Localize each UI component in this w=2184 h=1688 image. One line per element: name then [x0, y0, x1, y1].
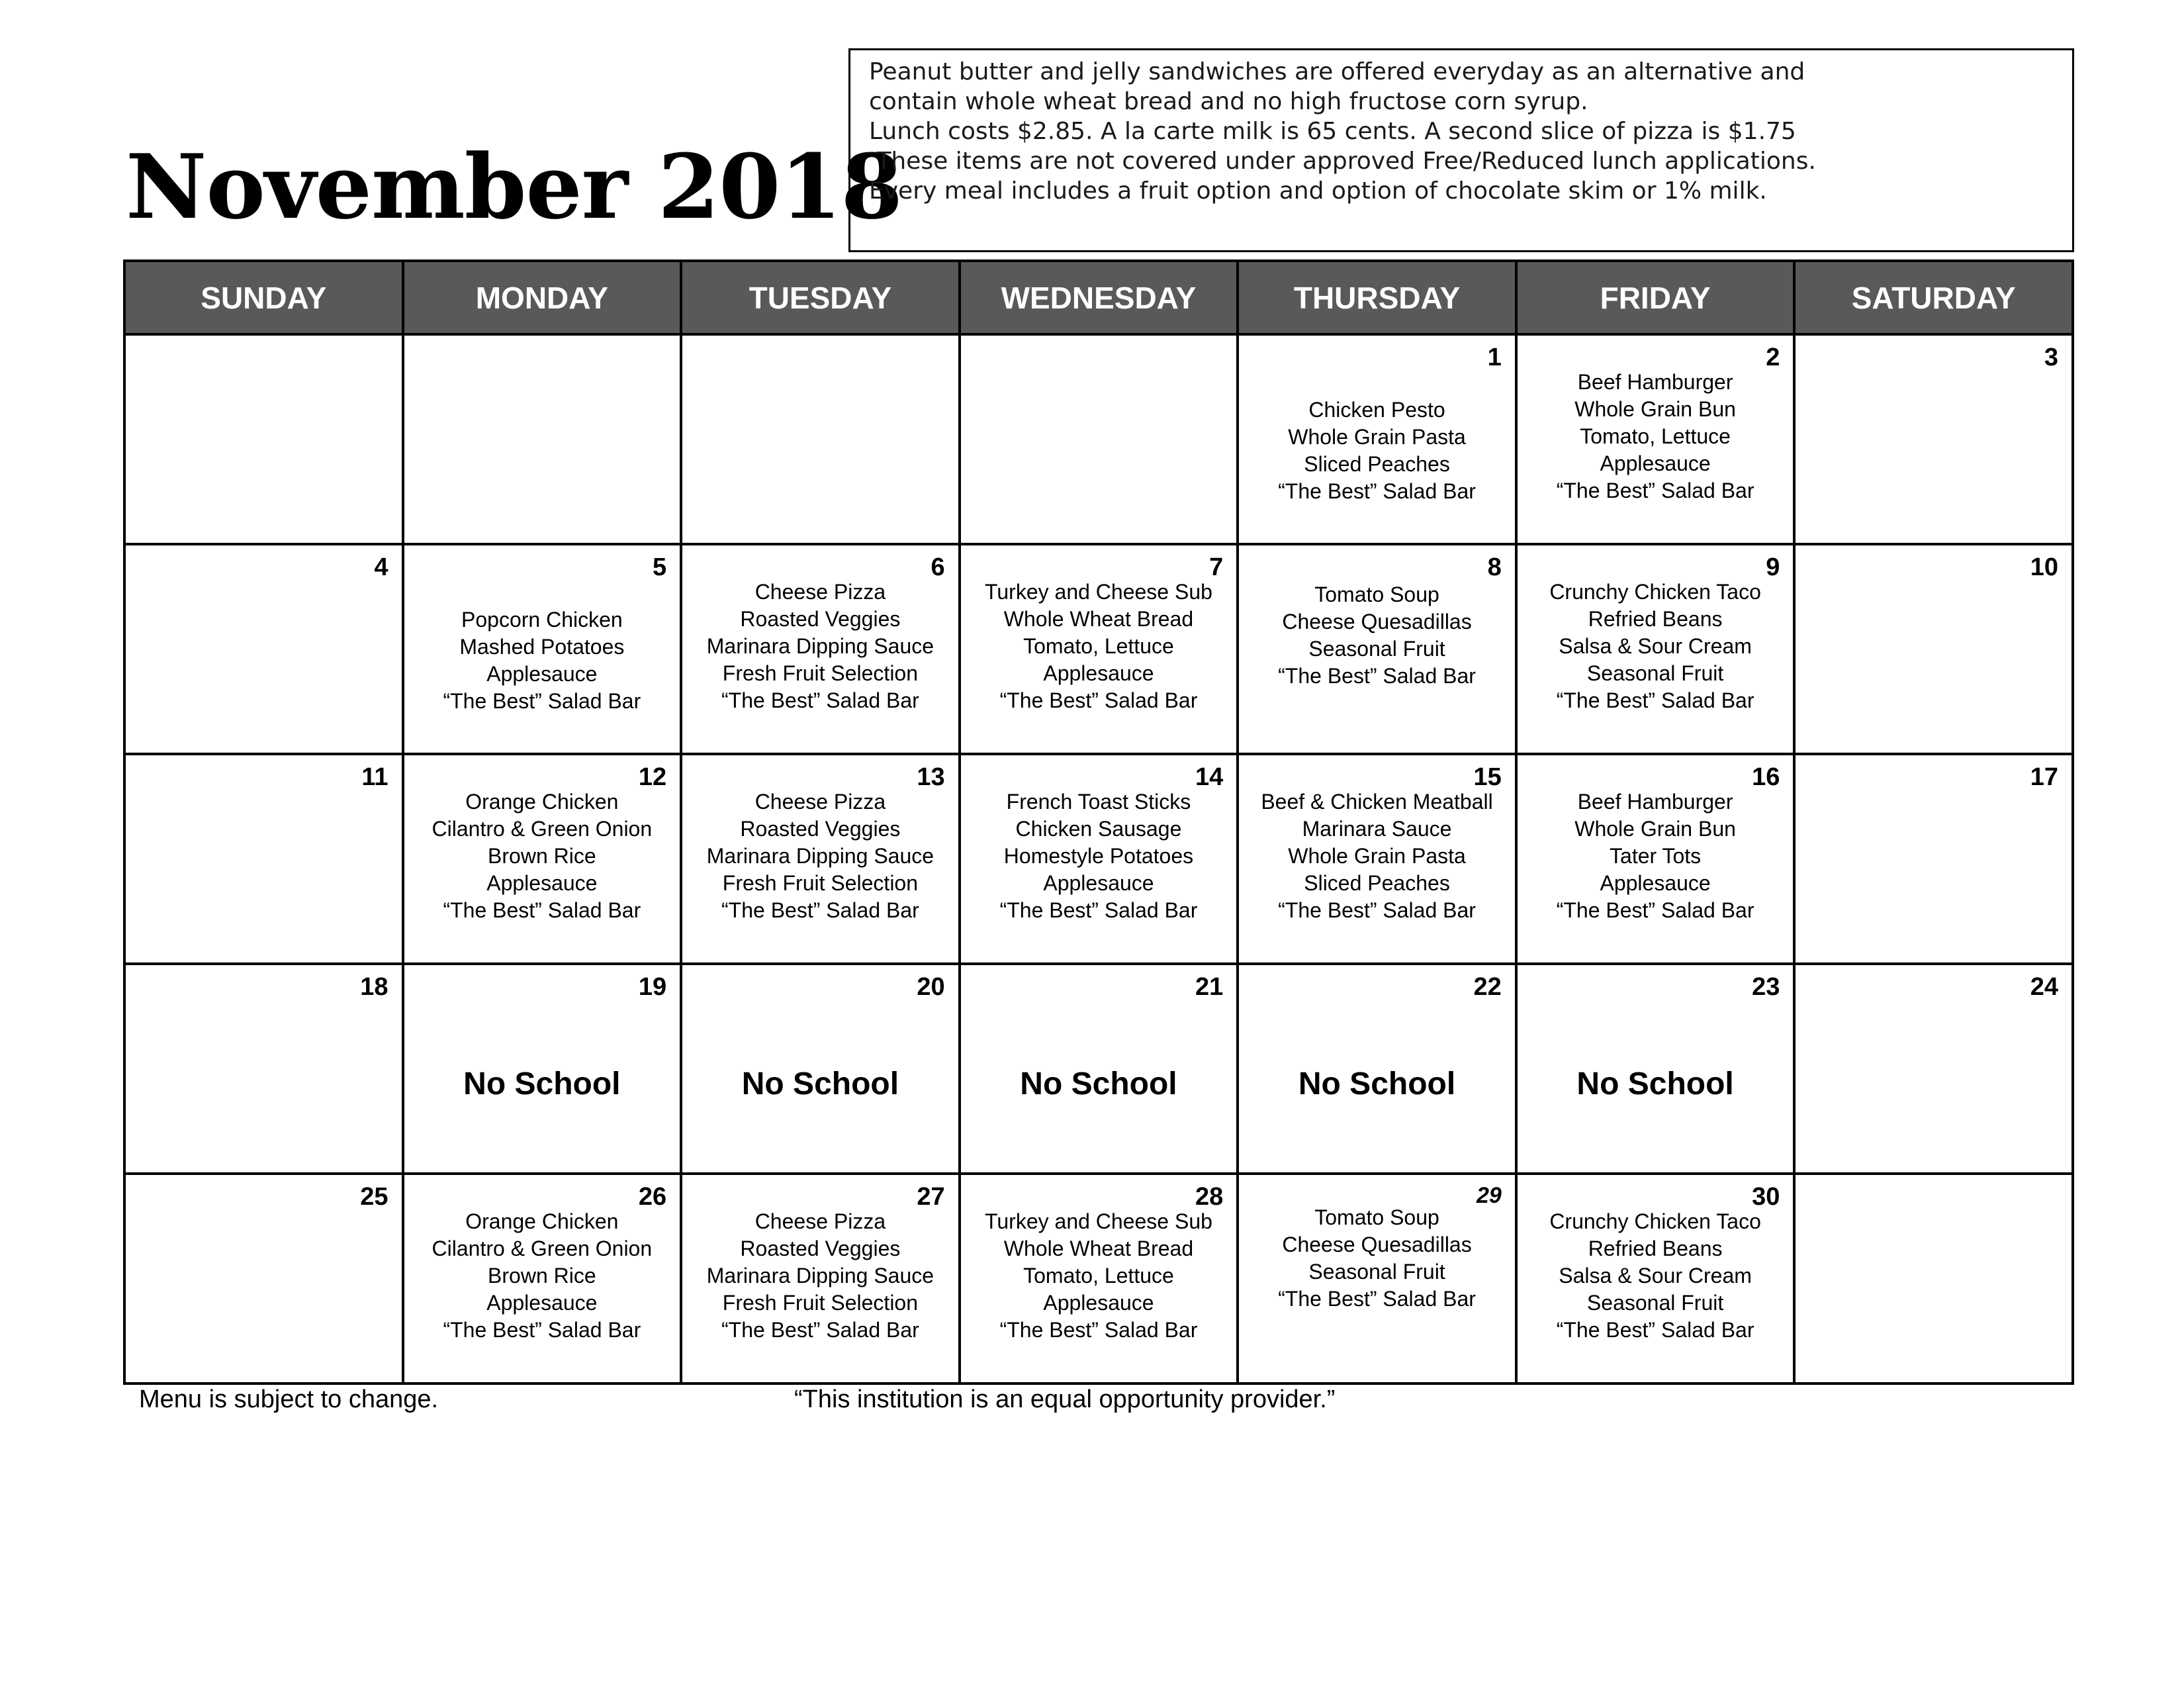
menu-item: “The Best” Salad Bar: [1556, 479, 1754, 502]
menu-item: Salsa & Sour Cream: [1559, 1264, 1752, 1288]
day-number: 30: [1752, 1183, 1780, 1211]
day-menu: [1239, 545, 1515, 690]
weekday-header: SATURDAY: [1794, 261, 2073, 334]
menu-item: Fresh Fruit Selection: [722, 1291, 919, 1315]
menu-item: Marinara Dipping Sauce: [706, 844, 934, 868]
calendar-day-cell: [1516, 964, 1795, 1174]
day-number: 17: [2030, 763, 2058, 791]
menu-disclaimer: Menu is subject to change.: [139, 1385, 439, 1413]
menu-item: Brown Rice: [488, 844, 596, 868]
calendar-day-cell: [124, 334, 403, 544]
calendar-day-cell: [403, 1174, 682, 1383]
day-menu: [1239, 336, 1515, 505]
day-menu: [404, 545, 680, 715]
day-menu: [1239, 1175, 1515, 1313]
day-menu: [1518, 336, 1794, 504]
calendar-day-cell: [1238, 334, 1516, 544]
calendar-day-cell: [1794, 754, 2073, 964]
menu-item: “The Best” Salad Bar: [1556, 1318, 1754, 1342]
menu-item: Applesauce: [1043, 661, 1154, 685]
menu-item: “The Best” Salad Bar: [443, 898, 641, 922]
day-number: 2: [1766, 344, 1780, 371]
day-number: 7: [1209, 553, 1224, 581]
menu-item: Applesauce: [1043, 871, 1154, 895]
calendar-day-cell: [124, 754, 403, 964]
calendar-day-cell: [1516, 1174, 1795, 1383]
menu-item: Whole Wheat Bread: [1003, 607, 1194, 631]
calendar-week-row: [124, 544, 2073, 754]
no-school-note: No School: [1020, 1066, 1177, 1102]
calendar-day-cell: [124, 544, 403, 754]
calendar-day-cell: [403, 544, 682, 754]
menu-item: Tomato, Lettuce: [1580, 424, 1731, 448]
menu-item: Whole Grain Pasta: [1288, 425, 1466, 449]
menu-item: Popcorn Chicken: [461, 608, 623, 632]
day-number: 27: [917, 1183, 945, 1211]
day-number: 29: [1476, 1183, 1502, 1208]
weekday-header: THURSDAY: [1238, 261, 1516, 334]
day-number: 11: [361, 763, 388, 791]
calendar-body: [124, 334, 2073, 1383]
day-number: 23: [1752, 973, 1780, 1001]
menu-item: Whole Grain Bun: [1574, 397, 1736, 421]
menu-item: Roasted Veggies: [740, 1237, 901, 1260]
day-number: 18: [360, 973, 388, 1001]
day-menu: [682, 545, 958, 714]
no-school-note: No School: [1576, 1066, 1734, 1102]
day-number: 8: [1487, 553, 1502, 581]
menu-item: Cheese Pizza: [754, 790, 886, 814]
menu-item: Tomato Soup: [1314, 583, 1439, 606]
day-number: 3: [2044, 344, 2058, 371]
day-number: 9: [1766, 553, 1780, 581]
menu-item: Whole Grain Pasta: [1288, 844, 1466, 868]
menu-item: “The Best” Salad Bar: [721, 1318, 919, 1342]
menu-item: Applesauce: [486, 662, 598, 686]
calendar-week-row: [124, 334, 2073, 544]
menu-item: Crunchy Chicken Taco: [1549, 1209, 1761, 1233]
day-number: 19: [638, 973, 667, 1001]
calendar-day-cell: [681, 754, 960, 964]
menu-item: Applesauce: [1600, 871, 1711, 895]
day-number: 21: [1195, 973, 1224, 1001]
menu-item: Turkey and Cheese Sub: [985, 580, 1212, 604]
menu-item: Applesauce: [1043, 1291, 1154, 1315]
menu-item: “The Best” Salad Bar: [721, 688, 919, 712]
menu-item: Chicken Pesto: [1308, 398, 1445, 422]
menu-item: French Toast Sticks: [1006, 790, 1191, 814]
menu-item: Seasonal Fruit: [1308, 637, 1445, 661]
calendar-day-cell: [960, 544, 1238, 754]
day-number: 15: [1473, 763, 1502, 791]
menu-item: Tomato Soup: [1314, 1205, 1439, 1229]
day-number: 25: [360, 1183, 388, 1211]
menu-item: “The Best” Salad Bar: [1278, 479, 1476, 503]
menu-item: “The Best” Salad Bar: [999, 1318, 1198, 1342]
menu-item: Seasonal Fruit: [1586, 1291, 1724, 1315]
calendar-week-row: [124, 964, 2073, 1174]
menu-item: Whole Wheat Bread: [1003, 1237, 1194, 1260]
calendar-day-cell: [681, 1174, 960, 1383]
weekday-header-row: [124, 261, 2073, 334]
day-number: 24: [2030, 973, 2058, 1001]
menu-item: Seasonal Fruit: [1586, 661, 1724, 685]
calendar-day-cell: [124, 1174, 403, 1383]
notice-line: Lunch costs $2.85. A la carte milk is 65 cents. A second slice of pizza is $1.75: [869, 118, 1796, 145]
menu-item: Roasted Veggies: [740, 607, 901, 631]
menu-item: Sliced Peaches: [1304, 452, 1450, 476]
menu-item: Orange Chicken: [465, 1209, 619, 1233]
weekday-header: TUESDAY: [681, 261, 960, 334]
calendar-day-cell: [403, 964, 682, 1174]
calendar-day-cell: [403, 334, 682, 544]
day-number: 6: [931, 553, 945, 581]
no-school-note: No School: [1298, 1066, 1456, 1102]
day-number: 5: [652, 553, 667, 581]
calendar-day-cell: [960, 754, 1238, 964]
menu-item: Orange Chicken: [465, 790, 619, 814]
page-title: November 2018: [126, 134, 902, 239]
calendar-day-cell: [1794, 544, 2073, 754]
calendar-day-cell: [1238, 964, 1516, 1174]
menu-item: Marinara Dipping Sauce: [706, 1264, 934, 1288]
calendar-day-cell: [1516, 754, 1795, 964]
menu-item: “The Best” Salad Bar: [1556, 898, 1754, 922]
menu-item: Refried Beans: [1588, 1237, 1723, 1260]
menu-item: Marinara Dipping Sauce: [706, 634, 934, 658]
calendar-day-cell: [681, 334, 960, 544]
menu-item: “The Best” Salad Bar: [443, 1318, 641, 1342]
calendar-week-row: [124, 1174, 2073, 1383]
menu-item: Roasted Veggies: [740, 817, 901, 841]
calendar-day-cell: [1516, 544, 1795, 754]
menu-item: Crunchy Chicken Taco: [1549, 580, 1761, 604]
day-number: 13: [917, 763, 945, 791]
day-number: 10: [2030, 553, 2058, 581]
day-menu: [1518, 545, 1794, 714]
no-school-note: No School: [463, 1066, 621, 1102]
day-number: 28: [1195, 1183, 1224, 1211]
menu-item: Sliced Peaches: [1304, 871, 1450, 895]
calendar-day-cell: [960, 964, 1238, 1174]
calendar-week-row: [124, 754, 2073, 964]
weekday-header: SUNDAY: [124, 261, 403, 334]
menu-item: Tomato, Lettuce: [1023, 1264, 1174, 1288]
menu-item: Fresh Fruit Selection: [722, 661, 919, 685]
day-number: 20: [917, 973, 945, 1001]
menu-item: Applesauce: [1600, 451, 1711, 475]
day-number: 4: [374, 553, 388, 581]
menu-item: Chicken Sausage: [1015, 817, 1182, 841]
notice-line: These items are not covered under approved Free/Reduced lunch applications.: [869, 148, 1816, 175]
menu-item: Homestyle Potatoes: [1003, 844, 1194, 868]
calendar-day-cell: [681, 964, 960, 1174]
menu-item: “The Best” Salad Bar: [1556, 688, 1754, 712]
menu-item: Applesauce: [486, 871, 598, 895]
calendar-grid: [123, 259, 2074, 1385]
day-number: 16: [1752, 763, 1780, 791]
notice-line: Every meal includes a fruit option and option of chocolate skim or 1% milk.: [869, 177, 1767, 205]
weekday-header: WEDNESDAY: [960, 261, 1238, 334]
calendar-day-cell: [1238, 544, 1516, 754]
menu-item: “The Best” Salad Bar: [999, 688, 1198, 712]
day-menu: [961, 545, 1237, 714]
menu-item: “The Best” Salad Bar: [1278, 1287, 1476, 1311]
calendar-day-cell: [960, 1174, 1238, 1383]
weekday-header: FRIDAY: [1516, 261, 1795, 334]
menu-item: Cheese Quesadillas: [1282, 610, 1472, 633]
day-number: 26: [638, 1183, 667, 1211]
menu-item: Marinara Sauce: [1302, 817, 1452, 841]
calendar-day-cell: [124, 964, 403, 1174]
menu-item: Refried Beans: [1588, 607, 1723, 631]
menu-item: Salsa & Sour Cream: [1559, 634, 1752, 658]
calendar-day-cell: [960, 334, 1238, 544]
menu-item: “The Best” Salad Bar: [999, 898, 1198, 922]
menu-item: Tomato, Lettuce: [1023, 634, 1174, 658]
lunch-notice-box: [848, 48, 2074, 252]
menu-item: Turkey and Cheese Sub: [985, 1209, 1212, 1233]
menu-item: Cheese Pizza: [754, 1209, 886, 1233]
menu-item: Mashed Potatoes: [459, 635, 625, 659]
calendar-day-cell: [1238, 754, 1516, 964]
menu-item: Cheese Pizza: [754, 580, 886, 604]
menu-item: Beef Hamburger: [1577, 370, 1733, 394]
day-number: 14: [1195, 763, 1224, 791]
weekday-header: MONDAY: [403, 261, 682, 334]
day-number: 12: [638, 763, 667, 791]
calendar-day-cell: [681, 544, 960, 754]
menu-item: “The Best” Salad Bar: [443, 689, 641, 713]
day-number: 1: [1487, 344, 1502, 371]
menu-item: Cilantro & Green Onion: [432, 1237, 653, 1260]
equal-opportunity-statement: “This institution is an equal opportunity provider.”: [794, 1385, 1336, 1413]
calendar-day-cell: [1238, 1174, 1516, 1383]
notice-line: contain whole wheat bread and no high fructose corn syrup.: [869, 88, 1588, 115]
menu-item: Beef Hamburger: [1577, 790, 1733, 814]
notice-line: Peanut butter and jelly sandwiches are offered everyday as an alternative and: [869, 58, 1805, 85]
menu-item: Cilantro & Green Onion: [432, 817, 653, 841]
menu-item: Whole Grain Bun: [1574, 817, 1736, 841]
menu-item: Beef & Chicken Meatball: [1261, 790, 1493, 814]
menu-item: Applesauce: [486, 1291, 598, 1315]
menu-item: “The Best” Salad Bar: [721, 898, 919, 922]
menu-item: Seasonal Fruit: [1308, 1260, 1445, 1284]
menu-item: “The Best” Salad Bar: [1278, 664, 1476, 688]
menu-item: Tater Tots: [1610, 844, 1702, 868]
menu-item: Brown Rice: [488, 1264, 596, 1288]
no-school-note: No School: [741, 1066, 899, 1102]
calendar-day-cell: [403, 754, 682, 964]
calendar-day-cell: [1516, 334, 1795, 544]
calendar-day-cell: [1794, 1174, 2073, 1383]
calendar-day-cell: [1794, 964, 2073, 1174]
menu-item: Fresh Fruit Selection: [722, 871, 919, 895]
menu-item: Cheese Quesadillas: [1282, 1233, 1472, 1256]
menu-item: “The Best” Salad Bar: [1278, 898, 1476, 922]
day-number: 22: [1473, 973, 1502, 1001]
calendar-day-cell: [1794, 334, 2073, 544]
